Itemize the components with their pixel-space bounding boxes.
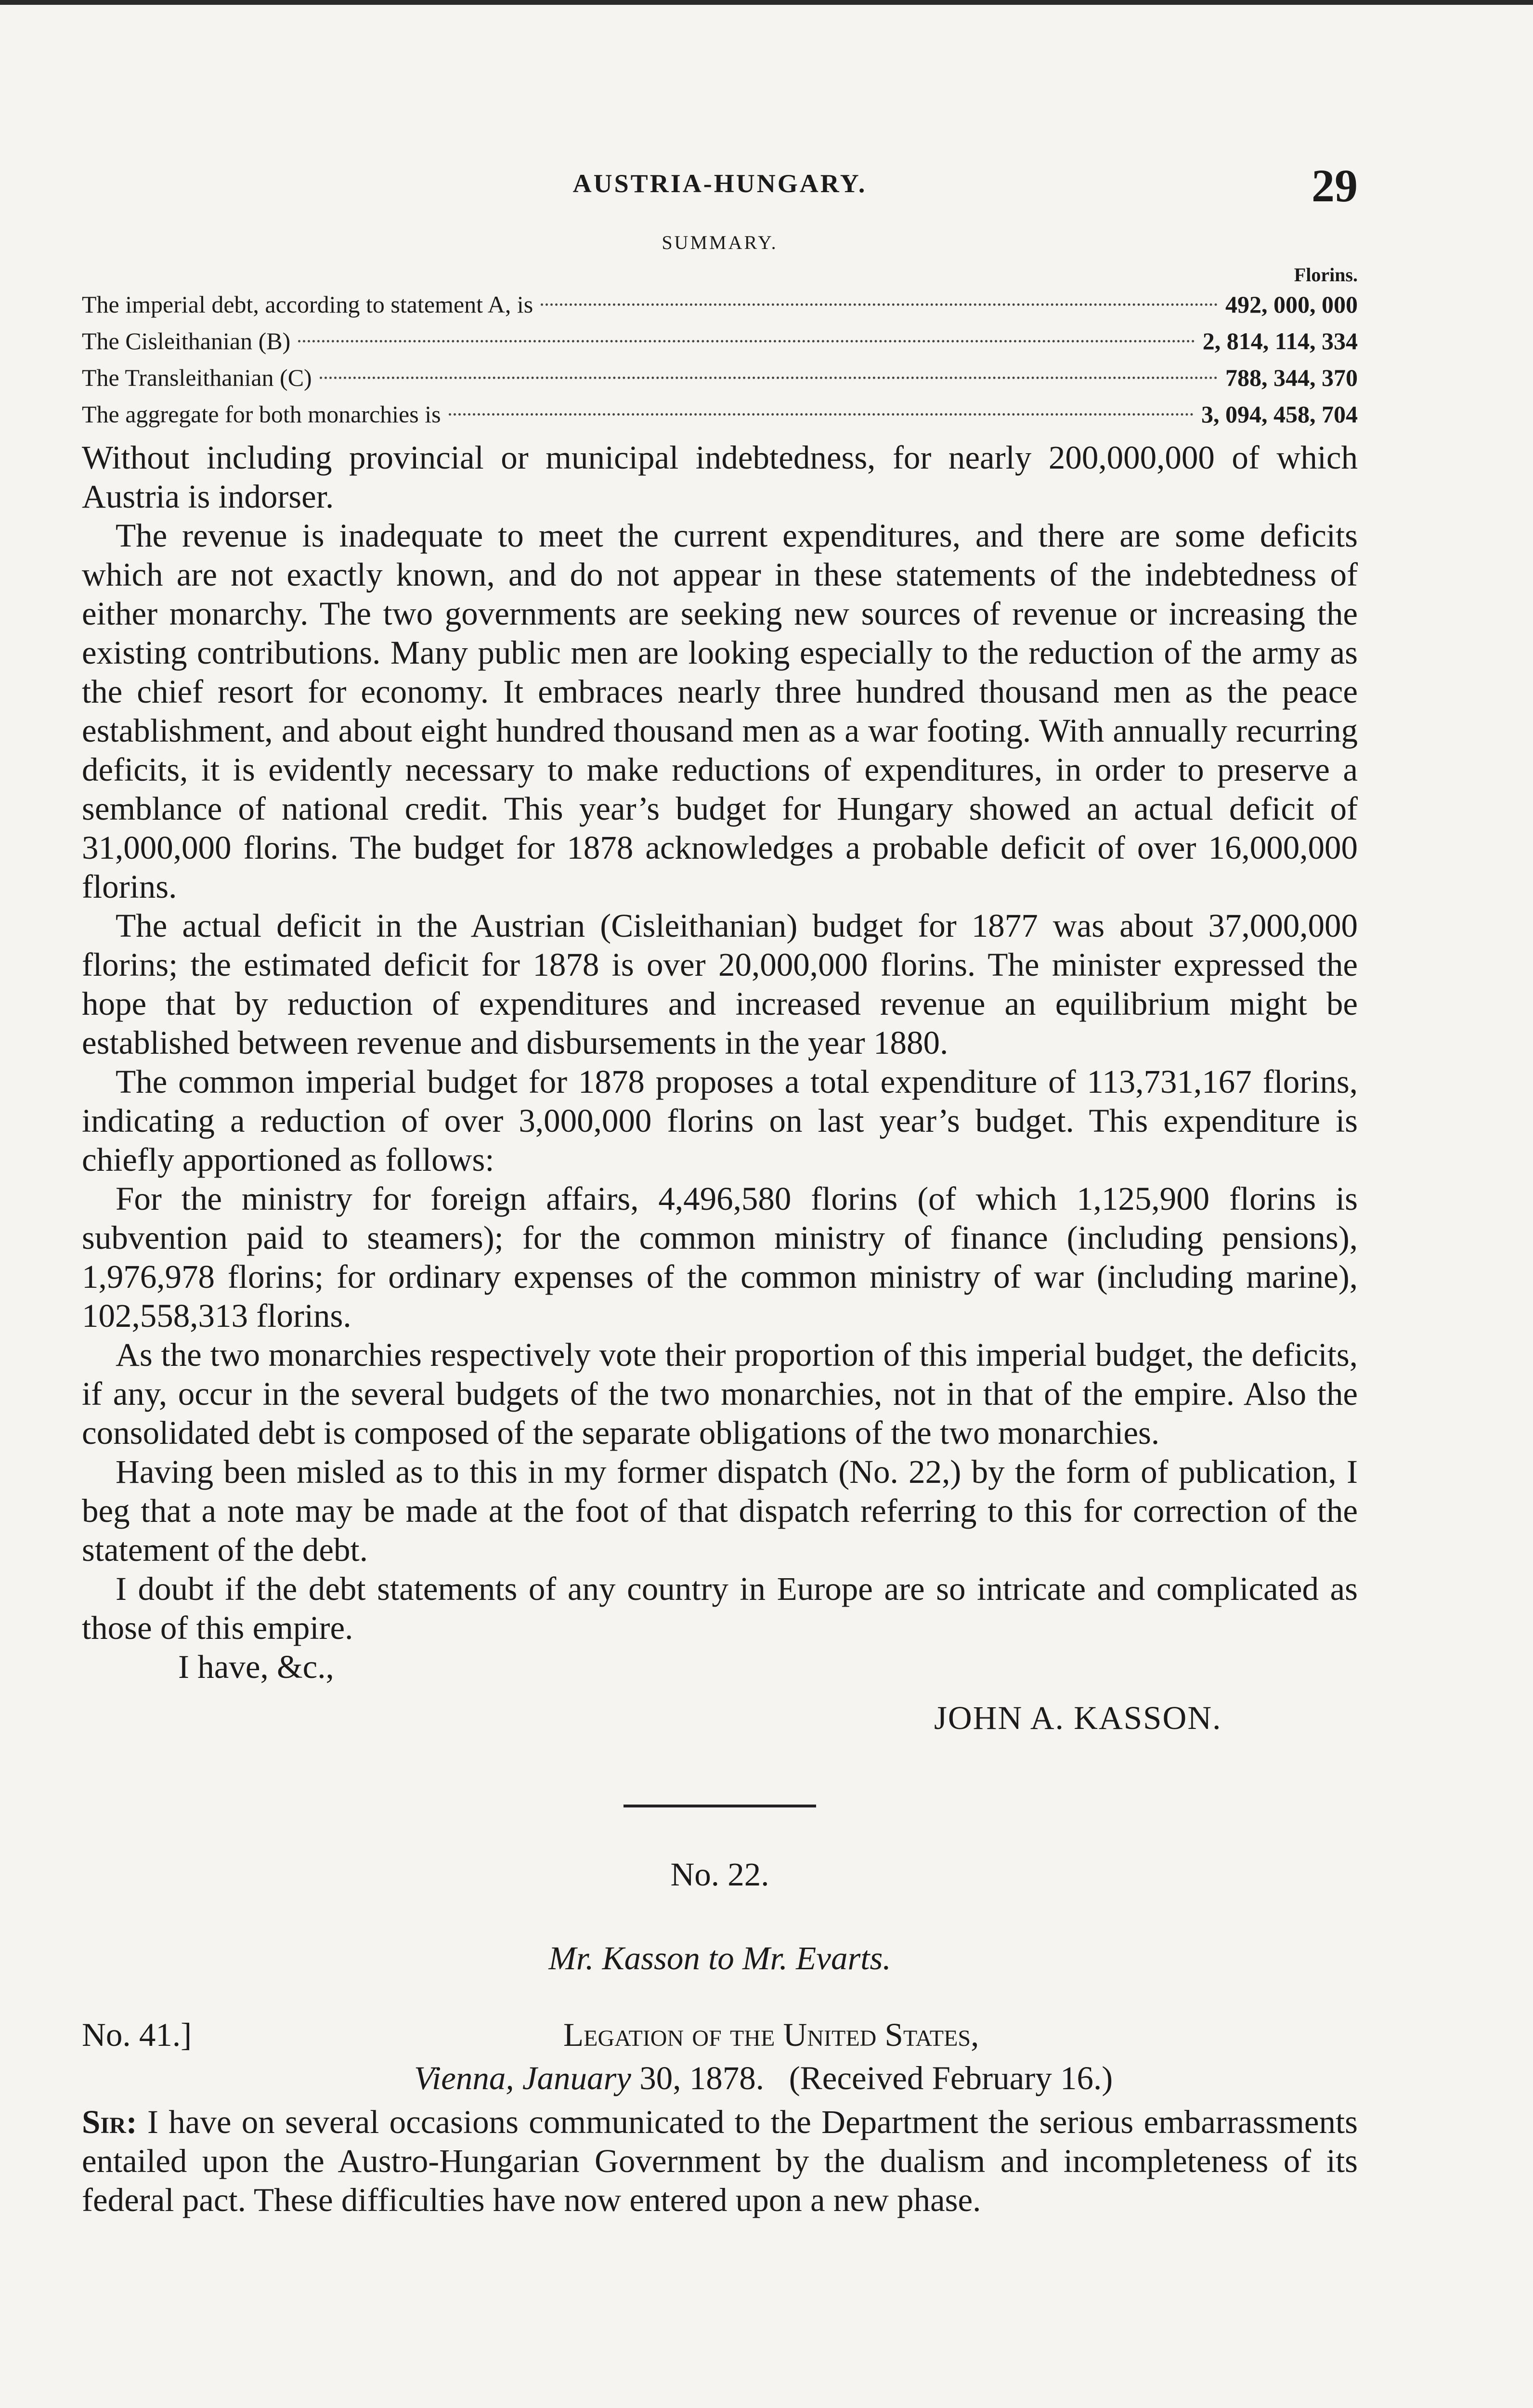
- legation: Legation of the United States,: [563, 2016, 979, 2053]
- page-header: [82, 159, 1358, 212]
- summary-title: SUMMARY.: [662, 232, 778, 253]
- dot-leader: [449, 413, 1194, 416]
- paragraph-correction: Having been misled as to this in my former dispatch (No. 22,) by the form of publication, I beg that a note may be made at the foot of that dispatch referring to this for correction of the statement of the debt.: [82, 1453, 1358, 1568]
- date-year: 30, 1878.: [631, 2060, 764, 2096]
- running-title: AUSTRIA-HUNGARY.: [572, 169, 867, 198]
- paragraph-apportionment: For the ministry for foreign affairs, 4,496,580 florins (of which 1,125,900 florins is subvention paid to steamers); for the common ministry of finance (including pensions), 1,976,978 florins; for ordinary expenses of the common ministry of war (including marine), 102,558,313 florins.: [82, 1180, 1358, 1334]
- section-divider: [624, 1805, 816, 1807]
- document-heading: Mr. Kasson to Mr. Evarts.: [548, 1940, 891, 1976]
- closing: I have, &c.,: [178, 1649, 334, 1685]
- dispatch-number: No. 41.]: [82, 2016, 192, 2053]
- page-number: 29: [1312, 160, 1358, 211]
- date-place: Vienna, January: [414, 2060, 631, 2096]
- letter-body: [82, 438, 1358, 1648]
- dispatch-line: [82, 2016, 1358, 2057]
- received-date: (Received February 16.): [789, 2060, 1113, 2096]
- paragraph-austrian-deficit: The actual deficit in the Austrian (Cisleithanian) budget for 1877 was about 37,000,000 florins; the estimated deficit for 1878 is over 20,000,000 florins. The minister expressed the hope that by reduction of expenditures and increased revenue an equilibrium might be established between revenue and disbursements in the year 1880.: [82, 907, 1358, 1061]
- paragraph-intricate: I doubt if the debt statements of any country in Europe are so intricate and complicated as those of this empire.: [82, 1570, 1358, 1646]
- summary-row-label: The imperial debt, according to statement A, is: [82, 291, 533, 318]
- letter-opening: [82, 2103, 1358, 2220]
- summary-row-imperial: [82, 286, 1358, 323]
- summary-table: [82, 286, 1358, 432]
- summary-row-value: 3, 094, 458, 704: [1201, 401, 1358, 428]
- summary-row-transleithanian: [82, 359, 1358, 396]
- paragraph-revenue: The revenue is inadequate to meet the current expenditures, and there are some deficits which are not exactly known, and do not appear in these statements of the indebtedness of either monarchy. The two governments are seeking new sources of revenue or increasing the existing contributions. Many public men are looking especially to the reduction of the army as the chief resort for economy. It embraces nearly three hundred thousand men as the peace establishment, and about eight hundred thousand men as a war footing. With annually recurring deficits, it is evidently necessary to make reductions of expenditures, in order to preserve a semblance of national credit. This year’s budget for Hungary showed an actual deficit of 31,000,000 florins. The budget for 1878 acknowledges a probable deficit of over 16,000,000 florins.: [82, 517, 1358, 905]
- page-top-edge: [0, 0, 1533, 5]
- paragraph-indebtedness: Without including provincial or municipal indebtedness, for nearly 200,000,000 of which Austria is indorser.: [82, 439, 1358, 515]
- summary-row-value: 492, 000, 000: [1225, 291, 1358, 318]
- summary-row-value: 2, 814, 114, 334: [1202, 327, 1358, 354]
- document-page: [82, 159, 1358, 2220]
- signature: JOHN A. KASSON.: [934, 1700, 1222, 1736]
- dot-leader: [541, 303, 1218, 306]
- summary-row-label: The aggregate for both monarchies is: [82, 401, 441, 428]
- document-number: No. 22.: [670, 1856, 769, 1893]
- dot-leader: [320, 377, 1218, 379]
- salutation: Sir:: [82, 2104, 137, 2140]
- date-line: [414, 2057, 1358, 2099]
- summary-row-label: The Cisleithanian (B): [82, 327, 291, 354]
- summary-units: Florins.: [1294, 264, 1358, 286]
- summary-row-label: The Transleithanian (C): [82, 364, 312, 391]
- letter-text: I have on several occasions communicated to the Department the serious embarrassments entailed upon the Austro-Hungarian Government by the dualism and incompleteness of its federal pact. These difficulties have now entered upon a new phase.: [82, 2104, 1358, 2218]
- summary-row-aggregate: [82, 396, 1358, 432]
- paragraph-monarchies: As the two monarchies respectively vote their proportion of this imperial budget, the deficits, if any, occur in the several budgets of the two monarchies, not in that of the empire. Also the consolidated debt is composed of the separate obligations of the two monarchies.: [82, 1336, 1358, 1451]
- summary-row-value: 788, 344, 370: [1225, 364, 1358, 391]
- summary-row-cisleithanian: [82, 323, 1358, 359]
- dot-leader: [298, 340, 1195, 342]
- paragraph-imperial-budget: The common imperial budget for 1878 proposes a total expenditure of 113,731,167 florins, indicating a reduction of over 3,000,000 florins on last year’s budget. This expenditure is chiefly apportioned as follows:: [82, 1063, 1358, 1178]
